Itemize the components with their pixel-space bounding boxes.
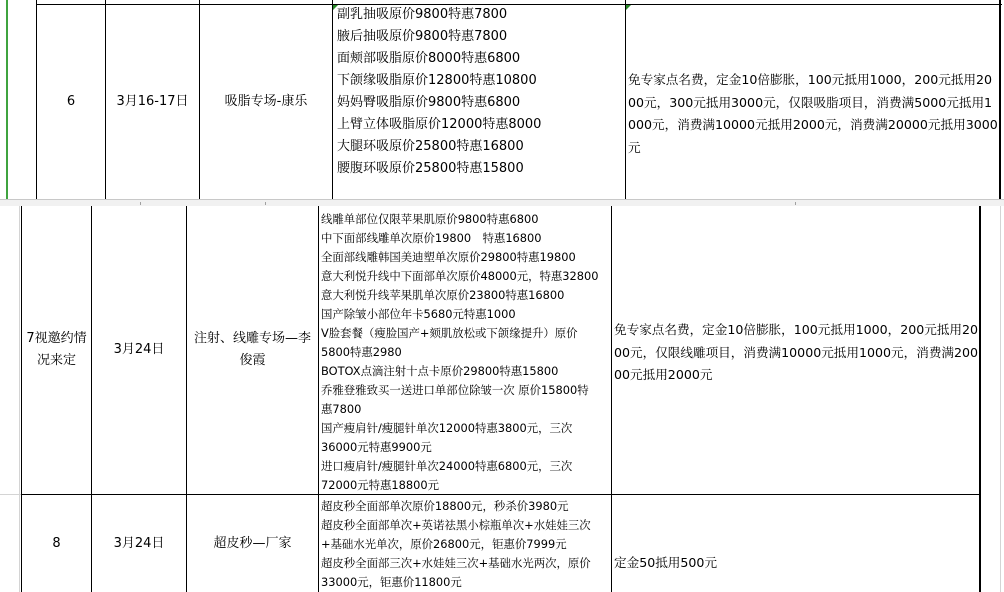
- promo-item: 超皮秒全面部单次原价18800元，秒杀价3980元: [321, 499, 569, 513]
- promo-item-list[interactable]: [321, 497, 591, 592]
- promo-item: 5800特惠2980: [321, 345, 402, 359]
- promo-item-list[interactable]: [337, 4, 541, 180]
- scroll-pane-bottom: [0, 206, 1004, 592]
- cell-marker: [626, 5, 631, 10]
- grid-line: [0, 494, 21, 495]
- date-cell[interactable]: [92, 206, 186, 494]
- promo-item: 大腿环吸原价25800特惠16800: [337, 139, 524, 154]
- promo-item: +基础水光单次，原价26800元，钜惠价7999元: [321, 537, 567, 551]
- freeze-indicator: [6, 0, 8, 199]
- event-date: 3月24日: [113, 342, 165, 357]
- promo-item: 意大利悦升线中下面部单次原价48000元，特惠32800: [321, 269, 599, 283]
- policy-cell[interactable]: [614, 319, 979, 387]
- grid-line: [979, 206, 981, 592]
- grid-line: [611, 206, 612, 592]
- promo-item: 腰腹环吸原价25800特惠15800: [337, 161, 524, 176]
- promo-item: 妈妈臀吸脂原价9800特惠6800: [337, 95, 521, 110]
- promo-item: 副乳抽吸原价9800特惠7800: [337, 7, 508, 22]
- policy-text: 定金50抵用500元: [614, 555, 718, 570]
- promo-item: 全面部线雕韩国美迪塑单次原价29800特惠19800: [321, 250, 576, 264]
- promo-item: 进口瘦肩针/瘦腿针单次24000特惠6800元，三次: [321, 459, 573, 473]
- promo-item: 线雕单部位仅限苹果肌原价9800特惠6800: [321, 212, 539, 226]
- event-cell[interactable]: [187, 206, 318, 494]
- row-number-cell[interactable]: [22, 206, 91, 494]
- grid-line: [19, 206, 20, 592]
- policy-text: 免专家点名费，定金10倍膨胀，100元抵用1000，200元抵用2000元，300元抵用3000元，仅限吸脂项目，消费满5000元抵用1000元，消费满10000元抵用2000元，消费满20000元抵用3000元: [628, 72, 998, 155]
- event-date: 3月24日: [113, 535, 165, 551]
- grid-line: [1000, 206, 1001, 592]
- grid-line: [332, 0, 333, 199]
- event-cell[interactable]: [200, 5, 332, 199]
- promo-item: 超皮秒全面部单次+英诺祛黑小棕瓶单次+水娃娃三次: [321, 518, 591, 532]
- policy-cell[interactable]: [628, 69, 998, 159]
- promo-item: 上臂立体吸脂原价12000特惠8000: [337, 117, 542, 132]
- event-name: 注射、线雕专场—李俊霞: [193, 331, 311, 368]
- date-cell[interactable]: [92, 495, 186, 592]
- promo-item: 意大利悦升线苹果肌单次原价23800特惠16800: [321, 288, 565, 302]
- promo-item: 腋后抽吸原价9800特惠7800: [337, 29, 508, 44]
- tick: [265, 202, 266, 205]
- promo-item: 面颊部吸脂原价8000特惠6800: [337, 51, 521, 66]
- promo-item: 国产瘦肩针/瘦腿针单次12000特惠3800元，三次: [321, 421, 573, 435]
- event-cell[interactable]: [187, 495, 318, 592]
- promo-item: 下颌缘吸脂原价12800特惠10800: [337, 73, 537, 88]
- promo-item: 36000元特惠9900元: [321, 440, 432, 454]
- promo-item: V脸套餐（瘦脸国产+颏肌放松或下颌缘提升）原价: [321, 326, 578, 340]
- date-cell[interactable]: [106, 5, 199, 199]
- policy-text: 免专家点名费，定金10倍膨胀，100元抵用1000，200元抵用2000元，仅限线雕项目，消费满10000元抵用1000元，消费满20000元抵用2000元: [614, 322, 979, 382]
- promo-item: 乔雅登雅致买一送进口单部位除皱一次 原价15800特: [321, 383, 589, 397]
- row-number-cell[interactable]: [37, 5, 105, 199]
- event-date: 3月16-17日: [116, 94, 189, 109]
- event-name: 超皮秒—厂家: [213, 535, 292, 551]
- frozen-pane-top: [0, 0, 1004, 201]
- promo-item: BOTOX点滴注射十点卡原价29800特惠15800: [321, 364, 559, 378]
- promo-item: 72000元特惠18800元: [321, 478, 440, 492]
- promo-item: 惠7800: [321, 402, 362, 416]
- row-number: 8: [52, 535, 61, 551]
- promo-item: 国产除皱小部位年卡5680元特惠1000: [321, 307, 516, 321]
- row-number: 6: [66, 94, 76, 109]
- promo-item: 中下面部线雕单次原价19800 特惠16800: [321, 231, 542, 245]
- promo-item: 33000元，钜惠价11800元: [321, 575, 462, 589]
- event-name: 吸脂专场-康乐: [224, 94, 308, 109]
- tick: [795, 202, 796, 205]
- grid-line: [999, 0, 1001, 199]
- tick: [140, 202, 141, 205]
- grid-line: [625, 0, 626, 199]
- row-number: 7视邀约情况来定: [26, 331, 87, 368]
- promo-item-list[interactable]: [321, 210, 599, 495]
- policy-cell[interactable]: [614, 552, 979, 575]
- promo-item: 超皮秒全面部三次+水娃娃三次+基础水光两次，原价: [321, 556, 591, 570]
- grid-line: [318, 206, 319, 592]
- row-number-cell[interactable]: [22, 495, 91, 592]
